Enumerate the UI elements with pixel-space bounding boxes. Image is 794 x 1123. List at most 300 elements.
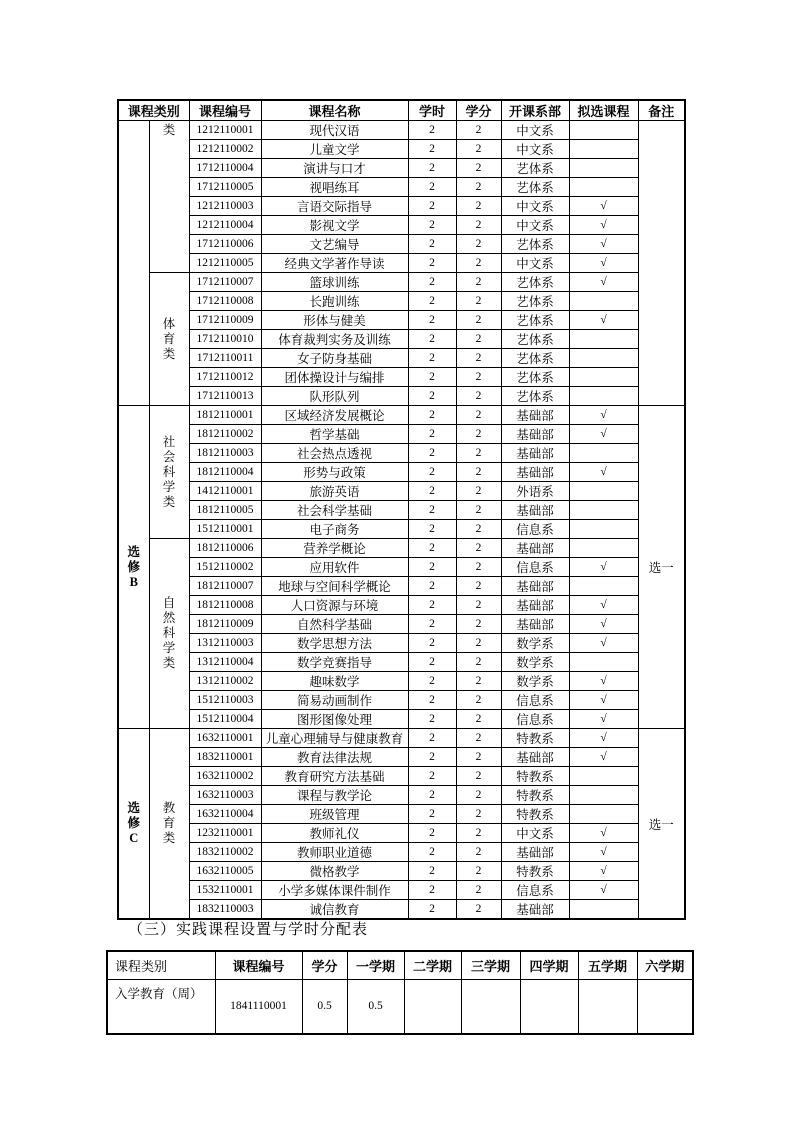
- hours-cell: 2: [408, 292, 456, 311]
- credits-cell: 2: [456, 368, 501, 387]
- course-name-cell: 数学思想方法: [261, 634, 408, 653]
- hours-cell: 2: [408, 463, 456, 482]
- department-cell: 特教系: [501, 862, 569, 881]
- planned-check-cell: [569, 501, 638, 520]
- course-row: [118, 881, 685, 900]
- course-name-cell: 文艺编导: [261, 235, 408, 254]
- course-row: [118, 349, 685, 368]
- course-code-cell: 1632110004: [189, 805, 261, 824]
- credits-cell: 2: [456, 862, 501, 881]
- hours-cell: 2: [408, 121, 456, 140]
- credits-cell: 2: [456, 767, 501, 786]
- department-cell: 艺体系: [501, 273, 569, 292]
- credits-cell: 2: [456, 235, 501, 254]
- course-row: [118, 197, 685, 216]
- planned-check-cell: √: [569, 843, 638, 862]
- course-row: [118, 748, 685, 767]
- semester-6-cell: [637, 979, 693, 1034]
- hours-cell: 2: [408, 843, 456, 862]
- course-row: [118, 577, 685, 596]
- department-cell: 基础部: [501, 615, 569, 634]
- course-row: [118, 216, 685, 235]
- department-cell: 艺体系: [501, 311, 569, 330]
- department-cell: 信息系: [501, 710, 569, 729]
- course-code-cell: 1712110004: [189, 159, 261, 178]
- course-code-cell: 1212110003: [189, 197, 261, 216]
- hours-cell: 2: [408, 444, 456, 463]
- course-row: [118, 634, 685, 653]
- course-name-cell: 微格教学: [261, 862, 408, 881]
- credits-cell: 2: [456, 292, 501, 311]
- planned-check-cell: √: [569, 254, 638, 273]
- hours-cell: 2: [408, 406, 456, 425]
- credits-cell: 2: [456, 406, 501, 425]
- course-name-cell: 简易动画制作: [261, 691, 408, 710]
- hours-cell: 2: [408, 273, 456, 292]
- course-row: [118, 178, 685, 197]
- planned-check-cell: √: [569, 311, 638, 330]
- planned-check-cell: [569, 330, 638, 349]
- course-code-cell: 1712110006: [189, 235, 261, 254]
- hours-cell: 2: [408, 710, 456, 729]
- planned-check-cell: √: [569, 881, 638, 900]
- department-cell: 基础部: [501, 406, 569, 425]
- course-code-cell: 1712110013: [189, 387, 261, 406]
- credits-cell: 2: [456, 843, 501, 862]
- planned-check-cell: [569, 368, 638, 387]
- hours-cell: 2: [408, 691, 456, 710]
- credits-cell: 2: [456, 387, 501, 406]
- course-row: [118, 463, 685, 482]
- department-cell: 数学系: [501, 672, 569, 691]
- planned-check-cell: [569, 805, 638, 824]
- course-name-cell: 营养学概论: [261, 539, 408, 558]
- course-name-cell: 应用软件: [261, 558, 408, 577]
- credits-cell: 2: [456, 786, 501, 805]
- planned-check-cell: [569, 121, 638, 140]
- course-row: [118, 330, 685, 349]
- semester-4-cell: [520, 979, 578, 1034]
- planned-check-cell: √: [569, 406, 638, 425]
- credits-cell: 2: [456, 881, 501, 900]
- header-semester-5: 五学期: [578, 951, 637, 979]
- department-cell: 基础部: [501, 463, 569, 482]
- course-code-cell: 1212110002: [189, 140, 261, 159]
- credits-cell: 2: [456, 159, 501, 178]
- course-name-cell: 数学竞赛指导: [261, 653, 408, 672]
- course-code-cell: 1832110003: [189, 900, 261, 920]
- department-cell: 中文系: [501, 121, 569, 140]
- course-code-cell: 1812110002: [189, 425, 261, 444]
- header-semester-2: 二学期: [404, 951, 461, 979]
- credits-cell: 2: [456, 748, 501, 767]
- course-row: [118, 824, 685, 843]
- department-cell: 基础部: [501, 577, 569, 596]
- course-code-cell: 1812110001: [189, 406, 261, 425]
- department-cell: 艺体系: [501, 368, 569, 387]
- semester-3-cell: [461, 979, 520, 1034]
- course-name-cell: 体育裁判实务及训练: [261, 330, 408, 349]
- course-name-cell: 社会热点透视: [261, 444, 408, 463]
- hours-cell: 2: [408, 425, 456, 444]
- course-name-cell: 视唱练耳: [261, 178, 408, 197]
- course-name-cell: 教师礼仪: [261, 824, 408, 843]
- semester-5-cell: [578, 979, 637, 1034]
- hours-cell: 2: [408, 805, 456, 824]
- credits-cell: 2: [456, 197, 501, 216]
- planned-check-cell: √: [569, 615, 638, 634]
- hours-cell: 2: [408, 900, 456, 920]
- planned-check-cell: √: [569, 862, 638, 881]
- subcategory-cell: 自 然 科 学 类: [149, 539, 189, 729]
- course-code-cell: 1712110012: [189, 368, 261, 387]
- course-name-cell: 诚信教育: [261, 900, 408, 920]
- header-course-code: 课程编号: [215, 951, 302, 979]
- practice-course-table: [106, 950, 694, 1035]
- course-name-cell: 哲学基础: [261, 425, 408, 444]
- hours-cell: 2: [408, 178, 456, 197]
- hours-cell: 2: [408, 330, 456, 349]
- course-row: [118, 729, 685, 748]
- course-row: [118, 501, 685, 520]
- department-cell: 中文系: [501, 140, 569, 159]
- department-cell: 特教系: [501, 805, 569, 824]
- course-row: [118, 444, 685, 463]
- department-cell: 艺体系: [501, 349, 569, 368]
- credits-cell: 2: [456, 824, 501, 843]
- remark-cell: 选一: [638, 729, 685, 920]
- category-block-cell: 选 修 B: [118, 406, 149, 729]
- department-cell: 信息系: [501, 558, 569, 577]
- credits-cell: 2: [456, 140, 501, 159]
- course-code-cell: 1832110001: [189, 748, 261, 767]
- department-cell: 特教系: [501, 786, 569, 805]
- planned-check-cell: √: [569, 197, 638, 216]
- course-row: [118, 273, 685, 292]
- planned-check-cell: [569, 539, 638, 558]
- department-cell: 基础部: [501, 425, 569, 444]
- credits-cell: 2: [456, 577, 501, 596]
- course-name-cell: 趣味数学: [261, 672, 408, 691]
- course-code-cell: 1841110001: [215, 979, 302, 1034]
- course-row: [118, 710, 685, 729]
- planned-check-cell: [569, 292, 638, 311]
- credits-cell: 2: [456, 729, 501, 748]
- planned-check-cell: √: [569, 425, 638, 444]
- subcategory-cell: 体 育 类: [149, 273, 189, 406]
- course-code-cell: 1812110008: [189, 596, 261, 615]
- department-cell: 特教系: [501, 767, 569, 786]
- course-code-cell: 1832110002: [189, 843, 261, 862]
- hours-cell: 2: [408, 482, 456, 501]
- planned-check-cell: √: [569, 748, 638, 767]
- course-name-cell: 旅游英语: [261, 482, 408, 501]
- hours-cell: 2: [408, 653, 456, 672]
- course-row: [118, 767, 685, 786]
- course-name-cell: 区域经济发展概论: [261, 406, 408, 425]
- department-cell: 数学系: [501, 634, 569, 653]
- credits-cell: 2: [456, 444, 501, 463]
- planned-check-cell: [569, 520, 638, 539]
- department-cell: 基础部: [501, 748, 569, 767]
- department-cell: 艺体系: [501, 178, 569, 197]
- planned-check-cell: √: [569, 558, 638, 577]
- table2-header-row: [107, 951, 693, 979]
- course-name-cell: 电子商务: [261, 520, 408, 539]
- credits-cell: 2: [456, 653, 501, 672]
- hours-cell: 2: [408, 387, 456, 406]
- course-code-cell: 1712110010: [189, 330, 261, 349]
- hours-cell: 2: [408, 881, 456, 900]
- course-code-cell: 1312110004: [189, 653, 261, 672]
- course-code-cell: 1812110006: [189, 539, 261, 558]
- course-code-cell: 1712110005: [189, 178, 261, 197]
- hours-cell: 2: [408, 748, 456, 767]
- department-cell: 艺体系: [501, 235, 569, 254]
- course-code-cell: 1532110001: [189, 881, 261, 900]
- department-cell: 信息系: [501, 881, 569, 900]
- header-course-name: 课程名称: [261, 100, 408, 121]
- credits-cell: 2: [456, 634, 501, 653]
- course-code-cell: 1212110001: [189, 121, 261, 140]
- course-code-cell: 1512110001: [189, 520, 261, 539]
- credits-cell: 2: [456, 311, 501, 330]
- credits-cell: 2: [456, 615, 501, 634]
- course-row: [118, 254, 685, 273]
- credits-cell: 2: [456, 254, 501, 273]
- header-semester-4: 四学期: [520, 951, 578, 979]
- hours-cell: 2: [408, 140, 456, 159]
- planned-check-cell: √: [569, 672, 638, 691]
- department-cell: 艺体系: [501, 292, 569, 311]
- department-cell: 信息系: [501, 691, 569, 710]
- department-cell: 中文系: [501, 197, 569, 216]
- department-cell: 基础部: [501, 444, 569, 463]
- course-row: [118, 672, 685, 691]
- header-course-category: 课程类别: [107, 951, 215, 979]
- course-row: [118, 121, 685, 140]
- course-name-cell: 小学多媒体课件制作: [261, 881, 408, 900]
- course-row: [118, 406, 685, 425]
- planned-check-cell: √: [569, 729, 638, 748]
- department-cell: 中文系: [501, 216, 569, 235]
- department-cell: 中文系: [501, 254, 569, 273]
- department-cell: 基础部: [501, 501, 569, 520]
- hours-cell: 2: [408, 235, 456, 254]
- hours-cell: 2: [408, 615, 456, 634]
- credits-cell: 2: [456, 178, 501, 197]
- hours-cell: 2: [408, 539, 456, 558]
- hours-cell: 2: [408, 501, 456, 520]
- course-name-cell: 人口资源与环境: [261, 596, 408, 615]
- hours-cell: 2: [408, 824, 456, 843]
- credits-cell: 2: [456, 596, 501, 615]
- course-name-cell: 形势与政策: [261, 463, 408, 482]
- course-name-cell: 图形图像处理: [261, 710, 408, 729]
- department-cell: 基础部: [501, 900, 569, 920]
- course-code-cell: 1712110009: [189, 311, 261, 330]
- credits-cell: 2: [456, 805, 501, 824]
- course-name-cell: 课程与教学论: [261, 786, 408, 805]
- header-credit: 学分: [302, 951, 347, 979]
- course-code-cell: 1712110007: [189, 273, 261, 292]
- course-name-cell: 儿童心理辅导与健康教育: [261, 729, 408, 748]
- course-code-cell: 1512110002: [189, 558, 261, 577]
- course-code-cell: 1232110001: [189, 824, 261, 843]
- planned-check-cell: [569, 786, 638, 805]
- credits-cell: 2: [456, 539, 501, 558]
- course-code-cell: 1632110005: [189, 862, 261, 881]
- header-course-category: 课程类别: [118, 100, 189, 121]
- course-row: [118, 862, 685, 881]
- hours-cell: 2: [408, 577, 456, 596]
- header-remark: 备注: [638, 100, 685, 121]
- course-row: [118, 482, 685, 501]
- table1-header-row: [118, 100, 685, 121]
- department-cell: 特教系: [501, 729, 569, 748]
- planned-check-cell: [569, 387, 638, 406]
- course-row: [118, 368, 685, 387]
- planned-check-cell: √: [569, 634, 638, 653]
- credits-cell: 2: [456, 558, 501, 577]
- hours-cell: 2: [408, 767, 456, 786]
- course-code-cell: 1632110003: [189, 786, 261, 805]
- course-name-cell: 长跑训练: [261, 292, 408, 311]
- course-name-cell: 团体操设计与编排: [261, 368, 408, 387]
- credits-cell: 2: [456, 273, 501, 292]
- header-semester-1: 一学期: [347, 951, 404, 979]
- hours-cell: 2: [408, 672, 456, 691]
- header-course-code: 课程编号: [189, 100, 261, 121]
- course-code-cell: 1812110004: [189, 463, 261, 482]
- hours-cell: 2: [408, 558, 456, 577]
- course-row: [118, 653, 685, 672]
- course-row: [118, 596, 685, 615]
- course-code-cell: 1812110007: [189, 577, 261, 596]
- hours-cell: 2: [408, 596, 456, 615]
- header-semester-3: 三学期: [461, 951, 520, 979]
- planned-check-cell: [569, 900, 638, 920]
- subcategory-cell: 类: [149, 121, 189, 273]
- course-row: [118, 558, 685, 577]
- course-code-cell: 1412110001: [189, 482, 261, 501]
- department-cell: 基础部: [501, 843, 569, 862]
- category-block-cell: [118, 121, 149, 406]
- subcategory-cell: 教 育 类: [149, 729, 189, 920]
- practice-course-row: [107, 979, 693, 1034]
- planned-check-cell: [569, 178, 638, 197]
- department-cell: 中文系: [501, 824, 569, 843]
- department-cell: 外语系: [501, 482, 569, 501]
- course-code-cell: 1812110009: [189, 615, 261, 634]
- hours-cell: 2: [408, 197, 456, 216]
- planned-check-cell: √: [569, 596, 638, 615]
- remark-cell: [638, 121, 685, 406]
- course-code-cell: 1812110005: [189, 501, 261, 520]
- semester-2-cell: [404, 979, 461, 1034]
- credits-cell: 2: [456, 900, 501, 920]
- planned-check-cell: [569, 577, 638, 596]
- department-cell: 艺体系: [501, 159, 569, 178]
- course-name-cell: 儿童文学: [261, 140, 408, 159]
- hours-cell: 2: [408, 311, 456, 330]
- department-cell: 数学系: [501, 653, 569, 672]
- course-name-cell: 地球与空间科学概论: [261, 577, 408, 596]
- course-code-cell: 1212110004: [189, 216, 261, 235]
- course-name-cell: 经典文学著作导读: [261, 254, 408, 273]
- course-code-cell: 1212110005: [189, 254, 261, 273]
- course-row: [118, 387, 685, 406]
- course-category-cell: 入学教育（周）: [107, 979, 215, 1034]
- planned-check-cell: √: [569, 691, 638, 710]
- course-code-cell: 1632110002: [189, 767, 261, 786]
- hours-cell: 2: [408, 368, 456, 387]
- credits-cell: 2: [456, 463, 501, 482]
- semester-1-cell: 0.5: [347, 979, 404, 1034]
- planned-check-cell: [569, 140, 638, 159]
- course-name-cell: 教育研究方法基础: [261, 767, 408, 786]
- course-name-cell: 自然科学基础: [261, 615, 408, 634]
- planned-check-cell: √: [569, 216, 638, 235]
- hours-cell: 2: [408, 254, 456, 273]
- course-row: [118, 805, 685, 824]
- course-code-cell: 1712110008: [189, 292, 261, 311]
- course-code-cell: 1512110003: [189, 691, 261, 710]
- remark-cell: 选一: [638, 406, 685, 729]
- header-semester-6: 六学期: [637, 951, 693, 979]
- subcategory-cell: 社 会 科 学 类: [149, 406, 189, 539]
- header-planned-course: 拟选课程: [569, 100, 638, 121]
- course-row: [118, 159, 685, 178]
- course-row: [118, 235, 685, 254]
- planned-check-cell: √: [569, 235, 638, 254]
- course-name-cell: 演讲与口才: [261, 159, 408, 178]
- course-row: [118, 786, 685, 805]
- department-cell: 基础部: [501, 596, 569, 615]
- department-cell: 艺体系: [501, 330, 569, 349]
- credits-cell: 2: [456, 482, 501, 501]
- elective-course-table: [117, 99, 686, 920]
- header-hours: 学时: [408, 100, 456, 121]
- course-name-cell: 形体与健美: [261, 311, 408, 330]
- course-name-cell: 教育法律法规: [261, 748, 408, 767]
- course-name-cell: 社会科学基础: [261, 501, 408, 520]
- header-department: 开课系部: [501, 100, 569, 121]
- department-cell: 艺体系: [501, 387, 569, 406]
- course-row: [118, 311, 685, 330]
- course-name-cell: 篮球训练: [261, 273, 408, 292]
- credits-cell: 2: [456, 349, 501, 368]
- course-row: [118, 539, 685, 558]
- credits-cell: 2: [456, 425, 501, 444]
- category-block-cell: 选 修 C: [118, 729, 149, 920]
- course-name-cell: 言语交际指导: [261, 197, 408, 216]
- course-name-cell: 影视文学: [261, 216, 408, 235]
- planned-check-cell: [569, 767, 638, 786]
- course-code-cell: 1812110003: [189, 444, 261, 463]
- planned-check-cell: [569, 444, 638, 463]
- course-code-cell: 1632110001: [189, 729, 261, 748]
- course-row: [118, 425, 685, 444]
- course-name-cell: 班级管理: [261, 805, 408, 824]
- planned-check-cell: √: [569, 824, 638, 843]
- course-row: [118, 520, 685, 539]
- department-cell: 信息系: [501, 520, 569, 539]
- course-name-cell: 教师职业道德: [261, 843, 408, 862]
- course-row: [118, 900, 685, 920]
- course-code-cell: 1512110004: [189, 710, 261, 729]
- header-credits: 学分: [456, 100, 501, 121]
